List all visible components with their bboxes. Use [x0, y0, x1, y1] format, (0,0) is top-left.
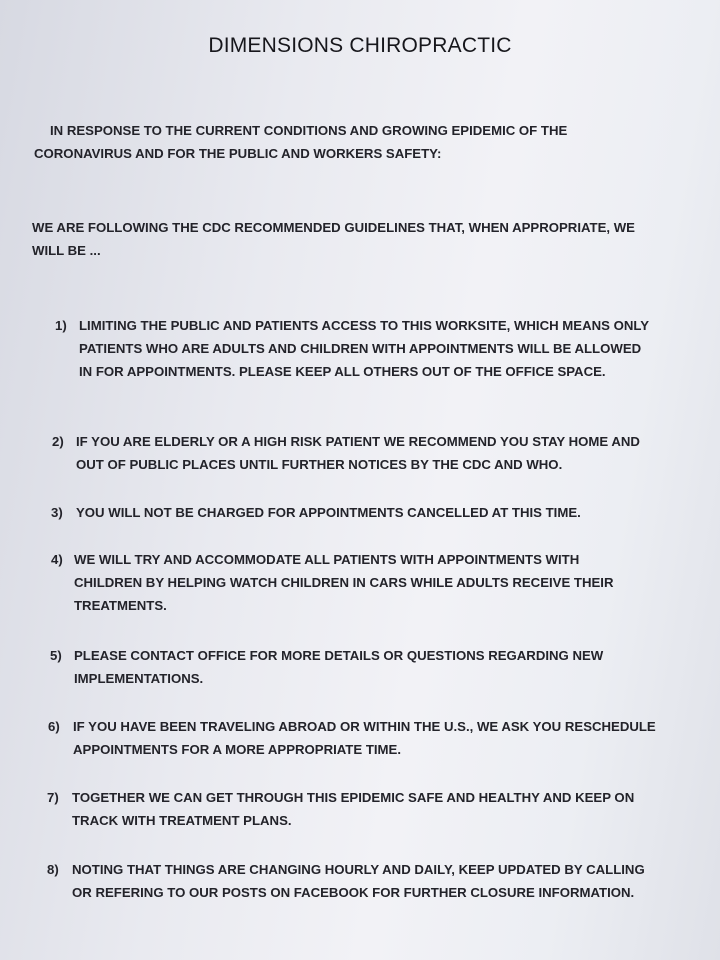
list-item-number: 5) [50, 648, 62, 663]
list-item-number: 2) [52, 434, 64, 449]
list-item-number: 4) [51, 552, 63, 567]
list-item-number: 8) [47, 862, 59, 877]
list-item-text: YOU WILL NOT BE CHARGED FOR APPOINTMENTS CANCELLED AT THIS TIME. [76, 505, 581, 520]
list-item-number: 3) [51, 505, 63, 520]
list-item-text: PLEASE CONTACT OFFICE FOR MORE DETAILS OR QUESTIONS REGARDING NEW IMPLEMENTATIONS. [74, 648, 604, 686]
intro-paragraph [34, 119, 664, 165]
intro-text: IN RESPONSE TO THE CURRENT CONDITIONS AND GROWING EPIDEMIC OF THE CORONAVIRUS AND FOR THE PUBLIC AND WORKERS SAFETY: [34, 123, 568, 161]
list-item-text: NOTING THAT THINGS ARE CHANGING HOURLY AND DAILY, KEEP UPDATED BY CALLING OR REFERING TO OUR POSTS ON FACEBOOK FOR FURTHER CLOSURE INFORMATION. [72, 862, 645, 900]
list-item-number: 7) [47, 790, 59, 805]
guidelines-paragraph: WE ARE FOLLOWING THE CDC RECOMMENDED GUIDELINES THAT, WHEN APPROPRIATE, WE WILL BE ... [32, 220, 635, 258]
page-title: DIMENSIONS CHIROPRACTIC [208, 34, 512, 57]
list-item-text: IF YOU ARE ELDERLY OR A HIGH RISK PATIENT WE RECOMMEND YOU STAY HOME AND OUT OF PUBLIC PLACES UNTIL FURTHER NOTICES BY THE CDC AND WHO. [76, 434, 640, 472]
list-item-text: WE WILL TRY AND ACCOMMODATE ALL PATIENTS WITH APPOINTMENTS WITH CHILDREN BY HELPING WATCH CHILDREN IN CARS WHILE ADULTS RECEIVE THEIR TREATMENTS. [74, 552, 614, 613]
list-item-number: 1) [55, 318, 67, 333]
list-item-text: LIMITING THE PUBLIC AND PATIENTS ACCESS TO THIS WORKSITE, WHICH MEANS ONLY PATIENTS WHO ARE ADULTS AND CHILDREN WITH APPOINTMENTS WILL BE ALLOWED IN FOR APPOINTMENTS. PLEASE KEEP ALL OTHERS OUT OF THE OFFICE SPACE. [79, 318, 650, 379]
list-item-text: IF YOU HAVE BEEN TRAVELING ABROAD OR WITHIN THE U.S., WE ASK YOU RESCHEDULE APPOINTMENTS FOR A MORE APPROPRIATE TIME. [73, 719, 656, 757]
list-item-text: TOGETHER WE CAN GET THROUGH THIS EPIDEMIC SAFE AND HEALTHY AND KEEP ON TRACK WITH TREATMENT PLANS. [72, 790, 635, 828]
list-item-number: 6) [48, 719, 60, 734]
